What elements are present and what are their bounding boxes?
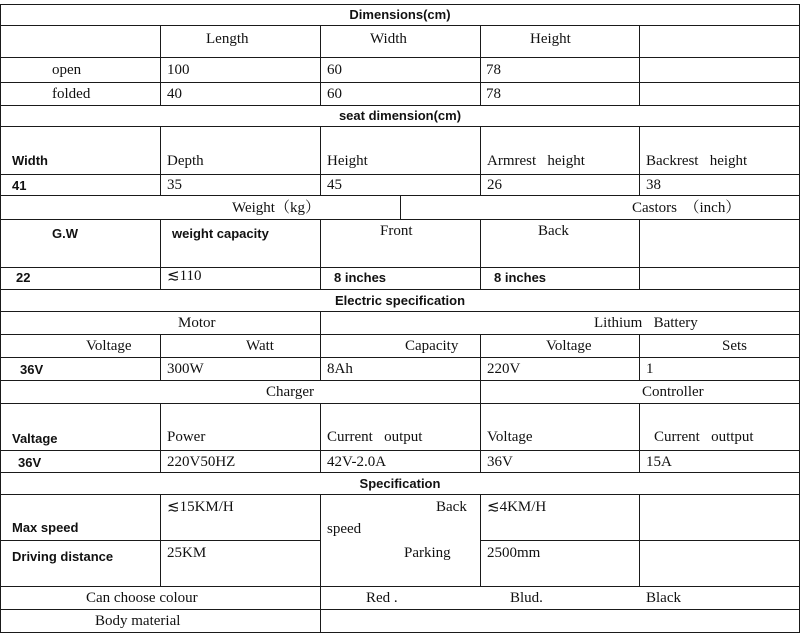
back-speed-value: ≲4KM/H <box>487 499 547 515</box>
dimensions-row-label: folded <box>52 86 91 102</box>
row-line <box>0 586 800 587</box>
col-line <box>0 4 1 633</box>
weight-cell: 22 <box>16 270 31 285</box>
charger-header-voltage: Valtage <box>12 431 58 446</box>
row-line <box>0 403 800 404</box>
seat-cell: 45 <box>327 177 342 193</box>
col-line <box>320 494 321 586</box>
seat-cell: 38 <box>646 177 661 193</box>
col-line <box>639 334 640 380</box>
castors-title: Castors （inch） <box>632 200 741 216</box>
row-line <box>0 4 800 5</box>
row-line <box>480 540 800 541</box>
electric-title: Electric specification <box>334 293 466 308</box>
dimensions-row-label: open <box>52 62 82 78</box>
motor-cell: 300W <box>167 361 204 377</box>
battery-header-voltage: Voltage <box>546 338 592 354</box>
row-line <box>0 126 800 127</box>
charger-header-current: Current output <box>327 429 423 445</box>
row-line <box>0 174 800 175</box>
controller-header-current: Current outtput <box>654 429 754 445</box>
seat-header-armrest: Armrest height <box>487 153 585 169</box>
col-line <box>320 586 321 609</box>
row-line <box>0 494 800 495</box>
col-line <box>320 219 321 289</box>
dimensions-header-width: Width <box>370 31 407 47</box>
back-speed-label-1: Back <box>436 499 467 515</box>
col-line <box>480 25 481 106</box>
parking-value: 2500mm <box>487 545 541 561</box>
row-line <box>0 334 800 335</box>
row-line <box>0 311 800 312</box>
dimensions-cell: 40 <box>167 86 182 102</box>
colour-label: Can choose colour <box>86 590 198 606</box>
row-line <box>0 82 800 83</box>
weight-title: Weight（kg） <box>232 200 320 216</box>
col-line <box>480 219 481 289</box>
colour-option-black: Black <box>646 590 681 606</box>
row-line <box>0 357 800 358</box>
row-line <box>0 25 800 26</box>
colour-option-blue: Blud. <box>510 590 543 606</box>
motor-title: Motor <box>178 315 216 331</box>
row-line <box>0 450 800 451</box>
motor-header-watt: Watt <box>246 338 274 354</box>
col-line <box>160 219 161 289</box>
battery-title: Lithium Battery <box>594 315 698 331</box>
row-line <box>0 267 800 268</box>
battery-cell: 8Ah <box>327 361 353 377</box>
dimensions-header-height: Height <box>530 31 571 47</box>
row-line <box>0 57 800 58</box>
col-line <box>639 219 640 289</box>
driving-distance-label: Driving distance <box>12 549 114 564</box>
motor-cell: 36V <box>20 362 44 377</box>
castors-cell: 8 inches <box>334 270 387 285</box>
row-line <box>0 632 800 633</box>
motor-header-voltage: Voltage <box>86 338 132 354</box>
castors-header-front: Front <box>380 223 413 239</box>
charger-title: Charger <box>266 384 315 400</box>
col-line <box>480 494 481 586</box>
col-line <box>320 126 321 195</box>
col-line <box>639 126 640 195</box>
charger-header-power: Power <box>167 429 206 445</box>
seat-header-height: Height <box>327 153 368 169</box>
col-line <box>320 25 321 106</box>
max-speed-label: Max speed <box>12 520 79 535</box>
col-line <box>160 25 161 106</box>
col-line <box>480 334 481 380</box>
seat-title: seat dimension(cm) <box>338 108 462 123</box>
body-material-label: Body material <box>95 613 181 629</box>
charger-cell: 42V-2.0A <box>327 454 387 470</box>
dimensions-cell: 78 <box>486 86 501 102</box>
col-line <box>639 25 640 106</box>
weight-header-capacity: weight capacity <box>172 226 269 241</box>
seat-cell: 35 <box>167 177 182 193</box>
row-line <box>0 289 800 290</box>
col-line <box>320 311 321 334</box>
seat-header-depth: Depth <box>167 153 204 169</box>
col-line <box>480 403 481 472</box>
seat-header-backrest: Backrest height <box>646 153 748 169</box>
dimensions-cell: 78 <box>486 62 501 78</box>
col-line <box>160 334 161 380</box>
charger-cell: 220V50HZ <box>167 454 236 470</box>
weight-header-gw: G.W <box>52 226 78 241</box>
seat-cell: 41 <box>12 178 27 193</box>
col-line <box>320 334 321 380</box>
weight-cell: ≲110 <box>167 268 202 284</box>
dimensions-title: Dimensions(cm) <box>349 7 451 22</box>
specification-title: Specification <box>359 476 441 491</box>
row-line <box>0 609 800 610</box>
controller-title: Controller <box>642 384 704 400</box>
col-line <box>639 494 640 586</box>
colour-option-red: Red . <box>366 590 398 606</box>
battery-header-capacity: Capacity <box>405 338 459 354</box>
controller-cell: 15A <box>646 454 672 470</box>
battery-cell: 220V <box>487 361 521 377</box>
dimensions-header-length: Length <box>206 31 249 47</box>
dimensions-cell: 60 <box>327 62 342 78</box>
col-line <box>480 126 481 195</box>
battery-header-sets: Sets <box>722 338 748 354</box>
col-line <box>160 494 161 586</box>
row-line <box>0 472 800 473</box>
back-speed-label-2: speed <box>327 521 362 537</box>
col-line <box>160 403 161 472</box>
col-line <box>639 403 640 472</box>
battery-cell: 1 <box>646 361 654 377</box>
row-line <box>0 219 800 220</box>
row-line <box>0 380 800 381</box>
seat-cell: 26 <box>487 177 502 193</box>
max-speed-value: ≲15KM/H <box>167 499 234 515</box>
dimensions-cell: 60 <box>327 86 342 102</box>
seat-header-width: Width <box>12 153 48 168</box>
parking-label: Parking <box>404 545 451 561</box>
controller-cell: 36V <box>487 454 513 470</box>
col-line <box>320 609 321 632</box>
castors-cell: 8 inches <box>494 270 547 285</box>
col-line <box>400 195 401 219</box>
dimensions-cell: 100 <box>167 62 190 78</box>
driving-distance-value: 25KM <box>167 545 207 561</box>
controller-header-voltage: Voltage <box>487 429 533 445</box>
col-line <box>160 126 161 195</box>
castors-header-back: Back <box>538 223 569 239</box>
col-line <box>320 403 321 472</box>
charger-cell: 36V <box>18 455 42 470</box>
row-line <box>0 105 800 106</box>
col-line <box>480 380 481 403</box>
